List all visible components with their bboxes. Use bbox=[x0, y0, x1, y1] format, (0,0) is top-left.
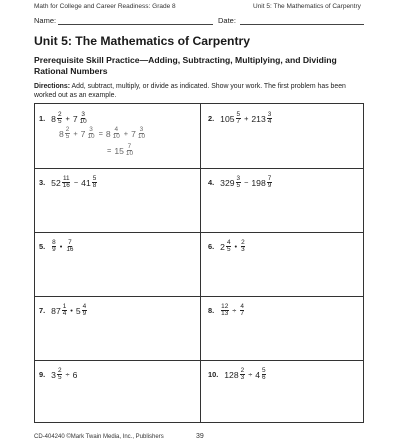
denominator: 13 bbox=[221, 310, 229, 318]
numerator: 3 bbox=[89, 126, 93, 133]
problem-number: 2. bbox=[208, 114, 215, 124]
date-blank-line[interactable] bbox=[240, 24, 364, 25]
problem-cell-10[interactable] bbox=[200, 360, 365, 424]
fraction bbox=[241, 240, 246, 254]
operator: ÷ bbox=[65, 370, 70, 380]
directions bbox=[34, 82, 364, 100]
numerator: 5 bbox=[236, 111, 241, 118]
problem-cell-2[interactable] bbox=[200, 104, 365, 168]
numerator: 2 bbox=[57, 367, 62, 374]
numerator: 2 bbox=[240, 367, 245, 374]
fraction bbox=[65, 127, 70, 141]
directions-label: Directions: bbox=[34, 83, 70, 90]
whole-part: 7 bbox=[72, 113, 78, 124]
header-unit-title: Unit 5: The Mathematics of Carpentry bbox=[253, 3, 361, 10]
numerator: 3 bbox=[236, 175, 241, 182]
directions-text: Add, subtract, multiply, or divide as indicated. Show your work. The first problem has been worked out as an example. bbox=[34, 83, 346, 99]
name-blank-line[interactable] bbox=[58, 24, 213, 25]
whole-part: 52 bbox=[51, 177, 61, 188]
problem-number: 4. bbox=[208, 178, 215, 188]
fraction bbox=[52, 240, 57, 254]
fraction bbox=[267, 112, 272, 126]
problem-cell-1[interactable] bbox=[35, 104, 200, 168]
numerator: 7 bbox=[68, 239, 72, 246]
numerator: 8 bbox=[52, 239, 56, 246]
denominator: 6 bbox=[262, 374, 266, 382]
denominator: 10 bbox=[87, 133, 95, 141]
fraction bbox=[87, 127, 95, 141]
operator: • bbox=[70, 306, 73, 316]
problem-1 bbox=[39, 112, 88, 126]
problem-number: 1. bbox=[39, 114, 46, 124]
whole-part: 105 bbox=[220, 113, 235, 124]
problem-7 bbox=[39, 304, 87, 318]
fraction bbox=[112, 127, 120, 141]
whole-part: 8 bbox=[51, 113, 56, 124]
denominator: 9 bbox=[52, 246, 56, 254]
numerator: 2 bbox=[57, 111, 62, 118]
denominator: 7 bbox=[240, 310, 244, 318]
whole-part: 8 bbox=[59, 128, 64, 139]
numerator: 3 bbox=[139, 126, 144, 133]
fraction bbox=[226, 240, 231, 254]
numerator: 2 bbox=[65, 126, 70, 133]
operator: • bbox=[234, 242, 238, 252]
header-book-title: Math for College and Career Readiness: Grade 8 bbox=[34, 3, 176, 10]
numerator: 4 bbox=[114, 126, 118, 133]
operator: ÷ bbox=[232, 306, 237, 316]
denominator: 5 bbox=[236, 182, 241, 190]
problem-grid bbox=[34, 103, 364, 423]
page-number: 39 bbox=[196, 433, 204, 440]
denominator: 5 bbox=[57, 374, 62, 382]
fraction bbox=[236, 176, 241, 190]
numerator: 3 bbox=[267, 111, 272, 118]
denominator: 16 bbox=[66, 246, 74, 254]
problem-cell-5[interactable] bbox=[35, 232, 200, 296]
denominator: 3 bbox=[241, 246, 245, 254]
numerator: 4 bbox=[240, 303, 244, 310]
numerator: 1 bbox=[62, 303, 67, 310]
operator: + bbox=[123, 129, 129, 139]
example-work-line-1 bbox=[59, 127, 146, 141]
problem-cell-6[interactable] bbox=[200, 232, 365, 296]
operator: ÷ bbox=[248, 370, 253, 380]
operator: − bbox=[244, 178, 249, 188]
equals-sign: = bbox=[98, 129, 103, 139]
whole-part: 7 bbox=[131, 128, 136, 139]
problem-4 bbox=[208, 176, 272, 190]
numerator: 2 bbox=[241, 239, 245, 246]
whole-part: 3 bbox=[51, 369, 56, 380]
numerator: 4 bbox=[82, 303, 87, 310]
problem-number: 6. bbox=[208, 242, 215, 252]
denominator: 10 bbox=[137, 133, 145, 141]
whole-part: 198 bbox=[251, 177, 266, 188]
numerator: 12 bbox=[221, 303, 229, 310]
fraction bbox=[240, 304, 245, 318]
problem-cell-9[interactable] bbox=[35, 360, 200, 424]
fraction bbox=[92, 176, 97, 190]
denominator: 7 bbox=[236, 118, 241, 126]
example-work-line-2 bbox=[105, 144, 134, 158]
problem-8 bbox=[208, 304, 245, 318]
operator: + bbox=[244, 114, 249, 124]
denominator: 16 bbox=[62, 182, 70, 190]
problem-9 bbox=[39, 368, 77, 382]
denominator: 4 bbox=[62, 310, 67, 318]
fraction bbox=[221, 304, 229, 318]
numerator: 7 bbox=[267, 175, 272, 182]
denominator: 5 bbox=[65, 133, 70, 141]
problem-cell-7[interactable] bbox=[35, 296, 200, 360]
name-label: Name: bbox=[34, 16, 57, 25]
fraction bbox=[62, 176, 70, 190]
numerator: 7 bbox=[127, 143, 132, 150]
denominator: 10 bbox=[112, 133, 120, 141]
problem-number: 9. bbox=[39, 370, 46, 380]
numerator: 5 bbox=[92, 175, 97, 182]
denominator: 4 bbox=[267, 118, 272, 126]
denominator: 5 bbox=[226, 246, 231, 254]
denominator: 3 bbox=[240, 374, 245, 382]
whole-part: 4 bbox=[255, 369, 261, 380]
operator: + bbox=[65, 114, 70, 124]
whole-part: 5 bbox=[75, 305, 81, 316]
numerator: 4 bbox=[226, 239, 231, 246]
whole-part: 128 bbox=[224, 369, 239, 380]
fraction bbox=[236, 112, 241, 126]
denominator: 10 bbox=[125, 150, 133, 158]
page-title: Unit 5: The Mathematics of Carpentry bbox=[34, 34, 251, 48]
problem-cell-3[interactable] bbox=[35, 168, 200, 232]
whole-part: 329 bbox=[220, 177, 235, 188]
numerator: 5 bbox=[262, 367, 266, 374]
denominator: 9 bbox=[82, 310, 87, 318]
whole-part: 87 bbox=[51, 305, 61, 316]
problem-cell-4[interactable] bbox=[200, 168, 365, 232]
problem-number: 8. bbox=[208, 306, 215, 316]
whole-part: 213 bbox=[251, 113, 266, 124]
fraction bbox=[240, 368, 245, 382]
whole-part: 41 bbox=[81, 177, 91, 188]
problem-number: 7. bbox=[39, 306, 46, 316]
fraction bbox=[125, 144, 133, 158]
problem-3 bbox=[39, 176, 97, 190]
fraction bbox=[82, 304, 87, 318]
operator: − bbox=[73, 178, 79, 188]
numerator: 11 bbox=[62, 175, 70, 182]
numerator: 3 bbox=[81, 111, 85, 118]
problem-5 bbox=[39, 240, 74, 254]
fraction bbox=[66, 240, 74, 254]
footer-publisher: CD-404240 ©Mark Twain Media, Inc., Publishers bbox=[34, 434, 164, 440]
denominator: 10 bbox=[79, 118, 87, 126]
fraction bbox=[262, 368, 267, 382]
whole-part: 8 bbox=[105, 128, 111, 139]
operator: + bbox=[73, 129, 78, 139]
whole-part: 15 bbox=[114, 145, 124, 156]
whole-part: 6 bbox=[72, 369, 78, 380]
problem-6 bbox=[208, 240, 246, 254]
fraction bbox=[267, 176, 272, 190]
problem-number: 5. bbox=[39, 242, 46, 252]
denominator: 8 bbox=[92, 182, 97, 190]
fraction bbox=[57, 112, 62, 126]
problem-number: 10. bbox=[208, 370, 219, 380]
fraction bbox=[57, 368, 62, 382]
section-subtitle: Prerequisite Skill Practice—Adding, Subtracting, Multiplying, and Dividing Rational Numbers bbox=[34, 55, 337, 76]
whole-part: 2 bbox=[220, 241, 225, 252]
problem-2 bbox=[208, 112, 272, 126]
whole-part: 7 bbox=[80, 128, 86, 139]
fraction bbox=[79, 112, 87, 126]
problem-number: 3. bbox=[39, 178, 46, 188]
problem-cell-8[interactable] bbox=[200, 296, 365, 360]
denominator: 5 bbox=[57, 118, 62, 126]
operator: • bbox=[59, 242, 63, 252]
date-label: Date: bbox=[218, 16, 236, 25]
fraction bbox=[137, 127, 145, 141]
denominator: 9 bbox=[267, 182, 272, 190]
equals-sign: = bbox=[107, 146, 112, 156]
fraction bbox=[62, 304, 67, 318]
problem-10 bbox=[208, 368, 267, 382]
